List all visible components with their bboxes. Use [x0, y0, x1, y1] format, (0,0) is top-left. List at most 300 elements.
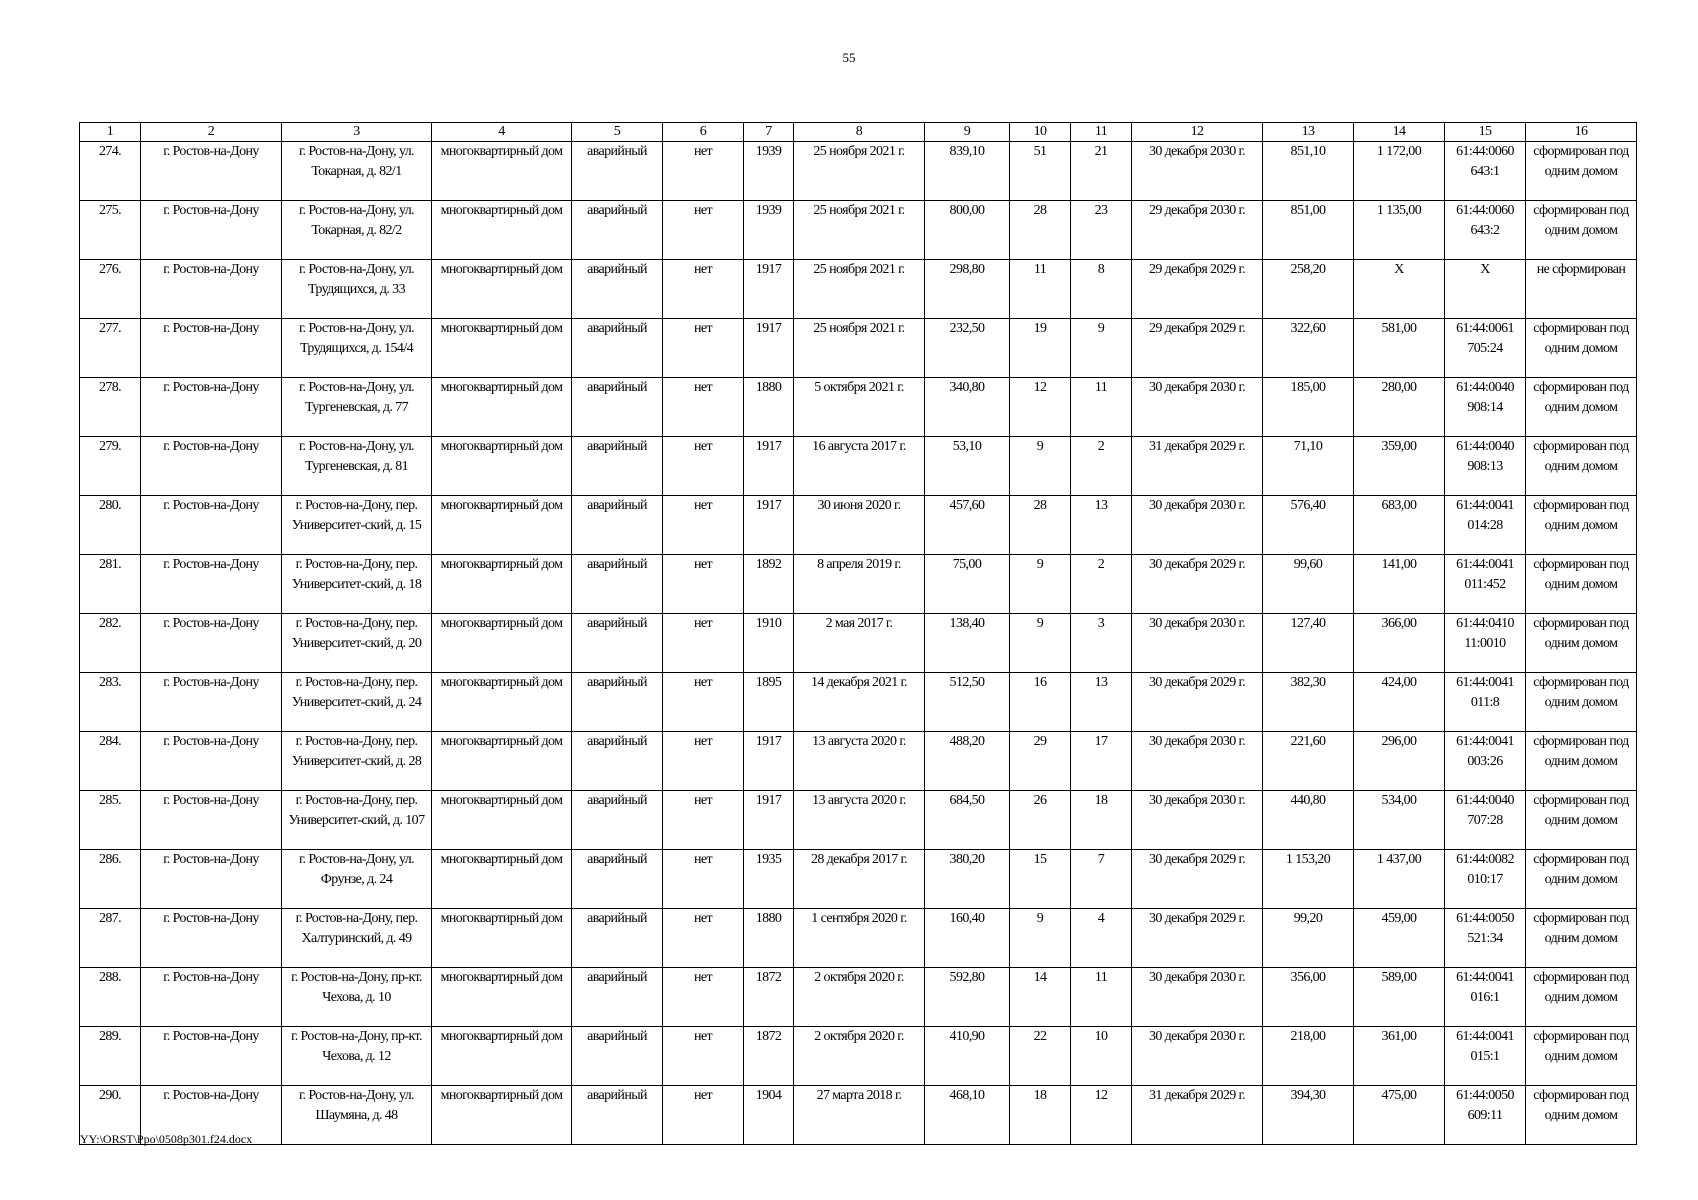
column-14-cell: 683,00: [1354, 496, 1445, 555]
column-13-cell: 851,00: [1263, 201, 1354, 260]
column-6-cell: нет: [663, 201, 744, 260]
row-number: 287.: [80, 909, 141, 968]
recognition-date-cell: 16 августа 2017 г.: [794, 437, 925, 496]
cadastral-number-cell: 61:44:0041 014:28: [1445, 496, 1526, 555]
column-11-cell: 7: [1071, 850, 1132, 909]
column-10-cell: 14: [1010, 968, 1071, 1027]
year-cell: 1880: [744, 378, 794, 437]
area-cell: 457,60: [925, 496, 1010, 555]
land-status-cell: сформирован под одним домом: [1526, 142, 1637, 201]
column-header: 14: [1354, 123, 1445, 142]
table-row: [80, 1086, 1637, 1145]
city-cell: г. Ростов-на-Дону: [141, 496, 282, 555]
row-number: 285.: [80, 791, 141, 850]
building-type-cell: многоквартирный дом: [432, 319, 572, 378]
address-cell: г. Ростов-на-Дону, ул. Трудящихся, д. 33: [282, 260, 432, 319]
row-number: 274.: [80, 142, 141, 201]
address-cell: г. Ростов-на-Дону, пер. Университет-ский, д. 15: [282, 496, 432, 555]
area-cell: 488,20: [925, 732, 1010, 791]
planned-date-cell: 31 декабря 2029 г.: [1132, 1086, 1263, 1145]
land-status-cell: сформирован под одним домом: [1526, 1027, 1637, 1086]
column-11-cell: 23: [1071, 201, 1132, 260]
year-cell: 1917: [744, 260, 794, 319]
building-type-cell: многоквартирный дом: [432, 791, 572, 850]
year-cell: 1935: [744, 850, 794, 909]
planned-date-cell: 30 декабря 2029 г.: [1132, 850, 1263, 909]
column-14-cell: 361,00: [1354, 1027, 1445, 1086]
column-header: 4: [432, 123, 572, 142]
column-10-cell: 51: [1010, 142, 1071, 201]
city-cell: г. Ростов-на-Дону: [141, 201, 282, 260]
column-11-cell: 11: [1071, 378, 1132, 437]
row-number: 276.: [80, 260, 141, 319]
column-10-cell: 9: [1010, 614, 1071, 673]
column-14-cell: 359,00: [1354, 437, 1445, 496]
column-6-cell: нет: [663, 614, 744, 673]
recognition-date-cell: 1 сентября 2020 г.: [794, 909, 925, 968]
column-13-cell: 127,40: [1263, 614, 1354, 673]
building-type-cell: многоквартирный дом: [432, 555, 572, 614]
building-type-cell: многоквартирный дом: [432, 201, 572, 260]
cadastral-number-cell: 61:44:0041 003:26: [1445, 732, 1526, 791]
area-cell: 380,20: [925, 850, 1010, 909]
table-row: [80, 1027, 1637, 1086]
planned-date-cell: 29 декабря 2029 г.: [1132, 319, 1263, 378]
cadastral-number-cell: 61:44:0041 015:1: [1445, 1027, 1526, 1086]
planned-date-cell: 30 декабря 2030 г.: [1132, 142, 1263, 201]
column-number-row: [80, 123, 1637, 142]
land-status-cell: сформирован под одним домом: [1526, 496, 1637, 555]
column-11-cell: 2: [1071, 555, 1132, 614]
footer-file-path: YY:\ORST\Ppo\0508p301.f24.docx: [80, 1132, 253, 1146]
cadastral-number-cell: 61:44:0040 908:14: [1445, 378, 1526, 437]
column-11-cell: 10: [1071, 1027, 1132, 1086]
column-10-cell: 29: [1010, 732, 1071, 791]
cadastral-number-cell: 61:44:0060 643:2: [1445, 201, 1526, 260]
column-14-cell: 1 437,00: [1354, 850, 1445, 909]
table-row: [80, 555, 1637, 614]
column-header: 7: [744, 123, 794, 142]
column-header: 3: [282, 123, 432, 142]
column-14-cell: 424,00: [1354, 673, 1445, 732]
city-cell: г. Ростов-на-Дону: [141, 437, 282, 496]
column-11-cell: 12: [1071, 1086, 1132, 1145]
table-row: [80, 496, 1637, 555]
column-13-cell: 71,10: [1263, 437, 1354, 496]
city-cell: г. Ростов-на-Дону: [141, 850, 282, 909]
column-11-cell: 8: [1071, 260, 1132, 319]
column-10-cell: 11: [1010, 260, 1071, 319]
cadastral-number-cell: 61:44:0410 11:0010: [1445, 614, 1526, 673]
recognition-date-cell: 8 апреля 2019 г.: [794, 555, 925, 614]
column-13-cell: 99,60: [1263, 555, 1354, 614]
status-cell: аварийный: [572, 732, 663, 791]
column-14-cell: X: [1354, 260, 1445, 319]
city-cell: г. Ростов-на-Дону: [141, 319, 282, 378]
row-number: 281.: [80, 555, 141, 614]
housing-register-table: [79, 122, 1637, 1145]
column-11-cell: 17: [1071, 732, 1132, 791]
cadastral-number-cell: 61:44:0041 016:1: [1445, 968, 1526, 1027]
recognition-date-cell: 2 октября 2020 г.: [794, 1027, 925, 1086]
row-number: 278.: [80, 378, 141, 437]
address-cell: г. Ростов-на-Дону, пер. Университет-ский, д. 28: [282, 732, 432, 791]
column-13-cell: 185,00: [1263, 378, 1354, 437]
recognition-date-cell: 25 ноября 2021 г.: [794, 319, 925, 378]
area-cell: 410,90: [925, 1027, 1010, 1086]
year-cell: 1917: [744, 791, 794, 850]
recognition-date-cell: 13 августа 2020 г.: [794, 791, 925, 850]
city-cell: г. Ростов-на-Дону: [141, 1027, 282, 1086]
address-cell: г. Ростов-на-Дону, пер. Университет-ский, д. 20: [282, 614, 432, 673]
building-type-cell: многоквартирный дом: [432, 614, 572, 673]
column-14-cell: 534,00: [1354, 791, 1445, 850]
building-type-cell: многоквартирный дом: [432, 968, 572, 1027]
land-status-cell: сформирован под одним домом: [1526, 555, 1637, 614]
column-header: 6: [663, 123, 744, 142]
land-status-cell: сформирован под одним домом: [1526, 909, 1637, 968]
address-cell: г. Ростов-на-Дону, ул. Трудящихся, д. 154/4: [282, 319, 432, 378]
area-cell: 298,80: [925, 260, 1010, 319]
planned-date-cell: 29 декабря 2029 г.: [1132, 260, 1263, 319]
column-header: 10: [1010, 123, 1071, 142]
building-type-cell: многоквартирный дом: [432, 437, 572, 496]
column-header: 11: [1071, 123, 1132, 142]
table-row: [80, 378, 1637, 437]
planned-date-cell: 30 декабря 2029 г.: [1132, 909, 1263, 968]
column-11-cell: 18: [1071, 791, 1132, 850]
page-number: 55: [842, 50, 856, 65]
year-cell: 1880: [744, 909, 794, 968]
column-6-cell: нет: [663, 555, 744, 614]
planned-date-cell: 29 декабря 2030 г.: [1132, 201, 1263, 260]
land-status-cell: сформирован под одним домом: [1526, 319, 1637, 378]
column-header: 1: [80, 123, 141, 142]
recognition-date-cell: 28 декабря 2017 г.: [794, 850, 925, 909]
area-cell: 138,40: [925, 614, 1010, 673]
year-cell: 1917: [744, 496, 794, 555]
column-header: 9: [925, 123, 1010, 142]
table-row: [80, 260, 1637, 319]
column-6-cell: нет: [663, 437, 744, 496]
row-number: 282.: [80, 614, 141, 673]
city-cell: г. Ростов-на-Дону: [141, 1086, 282, 1145]
city-cell: г. Ростов-на-Дону: [141, 673, 282, 732]
planned-date-cell: 30 декабря 2030 г.: [1132, 378, 1263, 437]
address-cell: г. Ростов-на-Дону, ул. Фрунзе, д. 24: [282, 850, 432, 909]
column-13-cell: 394,30: [1263, 1086, 1354, 1145]
column-14-cell: 459,00: [1354, 909, 1445, 968]
table-row: [80, 319, 1637, 378]
column-13-cell: 356,00: [1263, 968, 1354, 1027]
planned-date-cell: 30 декабря 2030 г.: [1132, 732, 1263, 791]
status-cell: аварийный: [572, 260, 663, 319]
column-header: 15: [1445, 123, 1526, 142]
land-status-cell: сформирован под одним домом: [1526, 968, 1637, 1027]
cadastral-number-cell: 61:44:0040 908:13: [1445, 437, 1526, 496]
city-cell: г. Ростов-на-Дону: [141, 260, 282, 319]
recognition-date-cell: 2 октября 2020 г.: [794, 968, 925, 1027]
year-cell: 1872: [744, 968, 794, 1027]
city-cell: г. Ростов-на-Дону: [141, 378, 282, 437]
column-header: 5: [572, 123, 663, 142]
status-cell: аварийный: [572, 142, 663, 201]
status-cell: аварийный: [572, 614, 663, 673]
column-6-cell: нет: [663, 850, 744, 909]
column-13-cell: 218,00: [1263, 1027, 1354, 1086]
status-cell: аварийный: [572, 968, 663, 1027]
status-cell: аварийный: [572, 378, 663, 437]
row-number: 290.: [80, 1086, 141, 1145]
planned-date-cell: 30 декабря 2030 г.: [1132, 496, 1263, 555]
year-cell: 1917: [744, 319, 794, 378]
area-cell: 684,50: [925, 791, 1010, 850]
column-10-cell: 19: [1010, 319, 1071, 378]
row-number: 277.: [80, 319, 141, 378]
land-status-cell: сформирован под одним домом: [1526, 437, 1637, 496]
table-row: [80, 909, 1637, 968]
status-cell: аварийный: [572, 319, 663, 378]
cadastral-number-cell: 61:44:0040 707:28: [1445, 791, 1526, 850]
address-cell: г. Ростов-на-Дону, пер. Университет-ский, д. 107: [282, 791, 432, 850]
column-6-cell: нет: [663, 1027, 744, 1086]
building-type-cell: многоквартирный дом: [432, 909, 572, 968]
cadastral-number-cell: 61:44:0050 521:34: [1445, 909, 1526, 968]
recognition-date-cell: 27 марта 2018 г.: [794, 1086, 925, 1145]
column-11-cell: 2: [1071, 437, 1132, 496]
land-status-cell: сформирован под одним домом: [1526, 614, 1637, 673]
row-number: 284.: [80, 732, 141, 791]
column-header: 13: [1263, 123, 1354, 142]
column-10-cell: 26: [1010, 791, 1071, 850]
column-header: 2: [141, 123, 282, 142]
column-13-cell: 221,60: [1263, 732, 1354, 791]
planned-date-cell: 30 декабря 2030 г.: [1132, 1027, 1263, 1086]
planned-date-cell: 30 декабря 2030 г.: [1132, 614, 1263, 673]
planned-date-cell: 30 декабря 2029 г.: [1132, 555, 1263, 614]
column-11-cell: 11: [1071, 968, 1132, 1027]
column-14-cell: 581,00: [1354, 319, 1445, 378]
row-number: 275.: [80, 201, 141, 260]
column-6-cell: нет: [663, 673, 744, 732]
address-cell: г. Ростов-на-Дону, ул. Токарная, д. 82/2: [282, 201, 432, 260]
planned-date-cell: 30 декабря 2030 г.: [1132, 791, 1263, 850]
column-6-cell: нет: [663, 260, 744, 319]
area-cell: 839,10: [925, 142, 1010, 201]
recognition-date-cell: 30 июня 2020 г.: [794, 496, 925, 555]
column-14-cell: 296,00: [1354, 732, 1445, 791]
table-row: [80, 732, 1637, 791]
recognition-date-cell: 14 декабря 2021 г.: [794, 673, 925, 732]
table-body: [80, 142, 1637, 1145]
column-13-cell: 851,10: [1263, 142, 1354, 201]
area-cell: 160,40: [925, 909, 1010, 968]
year-cell: 1917: [744, 437, 794, 496]
building-type-cell: многоквартирный дом: [432, 673, 572, 732]
column-10-cell: 12: [1010, 378, 1071, 437]
column-13-cell: 1 153,20: [1263, 850, 1354, 909]
status-cell: аварийный: [572, 555, 663, 614]
recognition-date-cell: 25 ноября 2021 г.: [794, 142, 925, 201]
city-cell: г. Ростов-на-Дону: [141, 791, 282, 850]
column-14-cell: 366,00: [1354, 614, 1445, 673]
column-10-cell: 9: [1010, 437, 1071, 496]
address-cell: г. Ростов-на-Дону, пер. Университет-ский, д. 24: [282, 673, 432, 732]
column-13-cell: 322,60: [1263, 319, 1354, 378]
column-14-cell: 141,00: [1354, 555, 1445, 614]
address-cell: г. Ростов-на-Дону, ул. Тургеневская, д. 77: [282, 378, 432, 437]
row-number: 286.: [80, 850, 141, 909]
column-6-cell: нет: [663, 909, 744, 968]
status-cell: аварийный: [572, 850, 663, 909]
land-status-cell: сформирован под одним домом: [1526, 201, 1637, 260]
column-11-cell: 3: [1071, 614, 1132, 673]
building-type-cell: многоквартирный дом: [432, 1086, 572, 1145]
column-14-cell: 280,00: [1354, 378, 1445, 437]
table-row: [80, 614, 1637, 673]
area-cell: 75,00: [925, 555, 1010, 614]
city-cell: г. Ростов-на-Дону: [141, 142, 282, 201]
year-cell: 1939: [744, 142, 794, 201]
column-13-cell: 99,20: [1263, 909, 1354, 968]
column-11-cell: 21: [1071, 142, 1132, 201]
row-number: 283.: [80, 673, 141, 732]
status-cell: аварийный: [572, 909, 663, 968]
cadastral-number-cell: 61:44:0041 011:8: [1445, 673, 1526, 732]
year-cell: 1917: [744, 732, 794, 791]
column-6-cell: нет: [663, 732, 744, 791]
column-14-cell: 475,00: [1354, 1086, 1445, 1145]
area-cell: 53,10: [925, 437, 1010, 496]
column-6-cell: нет: [663, 1086, 744, 1145]
column-10-cell: 15: [1010, 850, 1071, 909]
status-cell: аварийный: [572, 673, 663, 732]
address-cell: г. Ростов-на-Дону, пер. Университет-ский, д. 18: [282, 555, 432, 614]
address-cell: г. Ростов-на-Дону, пер. Халтуринский, д. 49: [282, 909, 432, 968]
area-cell: 232,50: [925, 319, 1010, 378]
column-6-cell: нет: [663, 378, 744, 437]
address-cell: г. Ростов-на-Дону, пр-кт. Чехова, д. 10: [282, 968, 432, 1027]
year-cell: 1895: [744, 673, 794, 732]
building-type-cell: многоквартирный дом: [432, 142, 572, 201]
land-status-cell: сформирован под одним домом: [1526, 791, 1637, 850]
area-cell: 800,00: [925, 201, 1010, 260]
planned-date-cell: 30 декабря 2029 г.: [1132, 673, 1263, 732]
year-cell: 1892: [744, 555, 794, 614]
cadastral-number-cell: 61:44:0041 011:452: [1445, 555, 1526, 614]
building-type-cell: многоквартирный дом: [432, 496, 572, 555]
cadastral-number-cell: 61:44:0050 609:11: [1445, 1086, 1526, 1145]
cadastral-number-cell: 61:44:0060 643:1: [1445, 142, 1526, 201]
table-row: [80, 850, 1637, 909]
column-10-cell: 16: [1010, 673, 1071, 732]
land-status-cell: сформирован под одним домом: [1526, 1086, 1637, 1145]
column-13-cell: 382,30: [1263, 673, 1354, 732]
building-type-cell: многоквартирный дом: [432, 260, 572, 319]
column-13-cell: 258,20: [1263, 260, 1354, 319]
column-10-cell: 22: [1010, 1027, 1071, 1086]
cadastral-number-cell: X: [1445, 260, 1526, 319]
column-header: 12: [1132, 123, 1263, 142]
row-number: 280.: [80, 496, 141, 555]
city-cell: г. Ростов-на-Дону: [141, 968, 282, 1027]
address-cell: г. Ростов-на-Дону, ул. Шаумяна, д. 48: [282, 1086, 432, 1145]
year-cell: 1939: [744, 201, 794, 260]
address-cell: г. Ростов-на-Дону, пр-кт. Чехова, д. 12: [282, 1027, 432, 1086]
column-13-cell: 440,80: [1263, 791, 1354, 850]
column-6-cell: нет: [663, 791, 744, 850]
column-6-cell: нет: [663, 319, 744, 378]
column-10-cell: 28: [1010, 201, 1071, 260]
year-cell: 1904: [744, 1086, 794, 1145]
column-11-cell: 13: [1071, 673, 1132, 732]
table-row: [80, 142, 1637, 201]
column-14-cell: 589,00: [1354, 968, 1445, 1027]
city-cell: г. Ростов-на-Дону: [141, 732, 282, 791]
city-cell: г. Ростов-на-Дону: [141, 555, 282, 614]
status-cell: аварийный: [572, 496, 663, 555]
table-row: [80, 791, 1637, 850]
year-cell: 1872: [744, 1027, 794, 1086]
column-13-cell: 576,40: [1263, 496, 1354, 555]
row-number: 288.: [80, 968, 141, 1027]
column-11-cell: 9: [1071, 319, 1132, 378]
status-cell: аварийный: [572, 437, 663, 496]
cadastral-number-cell: 61:44:0061 705:24: [1445, 319, 1526, 378]
city-cell: г. Ростов-на-Дону: [141, 614, 282, 673]
land-status-cell: сформирован под одним домом: [1526, 850, 1637, 909]
area-cell: 468,10: [925, 1086, 1010, 1145]
year-cell: 1910: [744, 614, 794, 673]
column-14-cell: 1 172,00: [1354, 142, 1445, 201]
recognition-date-cell: 13 августа 2020 г.: [794, 732, 925, 791]
column-10-cell: 18: [1010, 1086, 1071, 1145]
column-10-cell: 9: [1010, 909, 1071, 968]
area-cell: 340,80: [925, 378, 1010, 437]
column-11-cell: 4: [1071, 909, 1132, 968]
building-type-cell: многоквартирный дом: [432, 378, 572, 437]
row-number: 289.: [80, 1027, 141, 1086]
row-number: 279.: [80, 437, 141, 496]
city-cell: г. Ростов-на-Дону: [141, 909, 282, 968]
column-6-cell: нет: [663, 496, 744, 555]
column-10-cell: 9: [1010, 555, 1071, 614]
building-type-cell: многоквартирный дом: [432, 850, 572, 909]
recognition-date-cell: 25 ноября 2021 г.: [794, 201, 925, 260]
column-header: 16: [1526, 123, 1637, 142]
recognition-date-cell: 25 ноября 2021 г.: [794, 260, 925, 319]
recognition-date-cell: 2 мая 2017 г.: [794, 614, 925, 673]
planned-date-cell: 31 декабря 2029 г.: [1132, 437, 1263, 496]
column-header: 8: [794, 123, 925, 142]
column-11-cell: 13: [1071, 496, 1132, 555]
status-cell: аварийный: [572, 201, 663, 260]
status-cell: аварийный: [572, 1086, 663, 1145]
land-status-cell: сформирован под одним домом: [1526, 732, 1637, 791]
land-status-cell: не сформирован: [1526, 260, 1637, 319]
table-row: [80, 673, 1637, 732]
table-row: [80, 201, 1637, 260]
status-cell: аварийный: [572, 1027, 663, 1086]
cadastral-number-cell: 61:44:0082 010:17: [1445, 850, 1526, 909]
table-row: [80, 968, 1637, 1027]
area-cell: 512,50: [925, 673, 1010, 732]
area-cell: 592,80: [925, 968, 1010, 1027]
land-status-cell: сформирован под одним домом: [1526, 378, 1637, 437]
column-6-cell: нет: [663, 968, 744, 1027]
column-10-cell: 28: [1010, 496, 1071, 555]
column-6-cell: нет: [663, 142, 744, 201]
